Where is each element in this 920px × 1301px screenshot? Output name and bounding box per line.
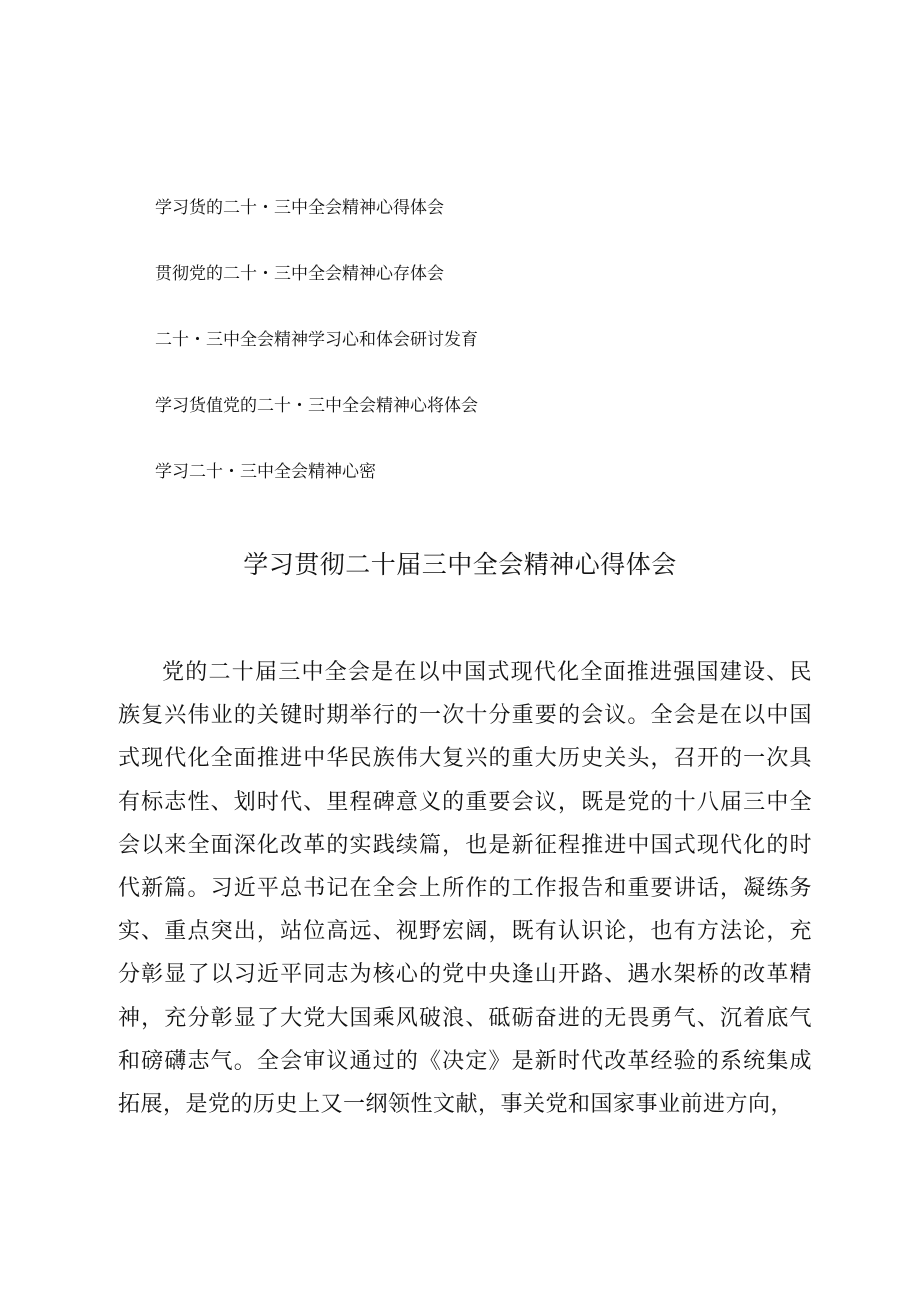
toc-item-1: 学习货的二十・三中全会精神心得体会 — [155, 198, 444, 218]
toc-item-2: 贯彻党的二十・三中全会精神心存体会 — [155, 264, 444, 284]
article-title: 学习贯彻二十届三中全会精神心得体会 — [243, 550, 677, 579]
table-of-contents — [155, 196, 775, 526]
toc-item-3: 二十・三中全会精神学习心和体会研讨发育 — [155, 330, 478, 350]
article-paragraph: 党的二十届三中全会是在以中国式现代化全面推进强国建设、民族复兴伟业的关键时期举行的一次十分重要的会议。全会是在以中国式现代化全面推进中华民族伟大复兴的重大历史关头，召开的一次具有标志性、划时代、里程碑意义的重要会议，既是党的十八届三中全会以来全面深化改革的实践续篇，也是新征程推进中国式现代化的时代新篇。习近平总书记在全会上所作的工作报告和重要讲话，凝练务实、重点突出，站位高远、视野宏阔，既有认识论，也有方法论，充分彰显了以习近平同志为核心的党中央逢山开路、遇水架桥的改革精神，充分彰显了大党大国乘风破浪、砥砺奋进的无畏勇气、沉着底气和磅礴志气。全会审议通过的《决定》是新时代改革经验的系统集成拓展，是党的历史上又一纲领性文献，事关党和国家事业前进方向， — [118, 660, 812, 1118]
toc-item-4: 学习货值党的二十・三中全会精神心将体会 — [155, 396, 478, 416]
toc-item-5: 学习二十・三中全会精神心密 — [155, 462, 376, 482]
